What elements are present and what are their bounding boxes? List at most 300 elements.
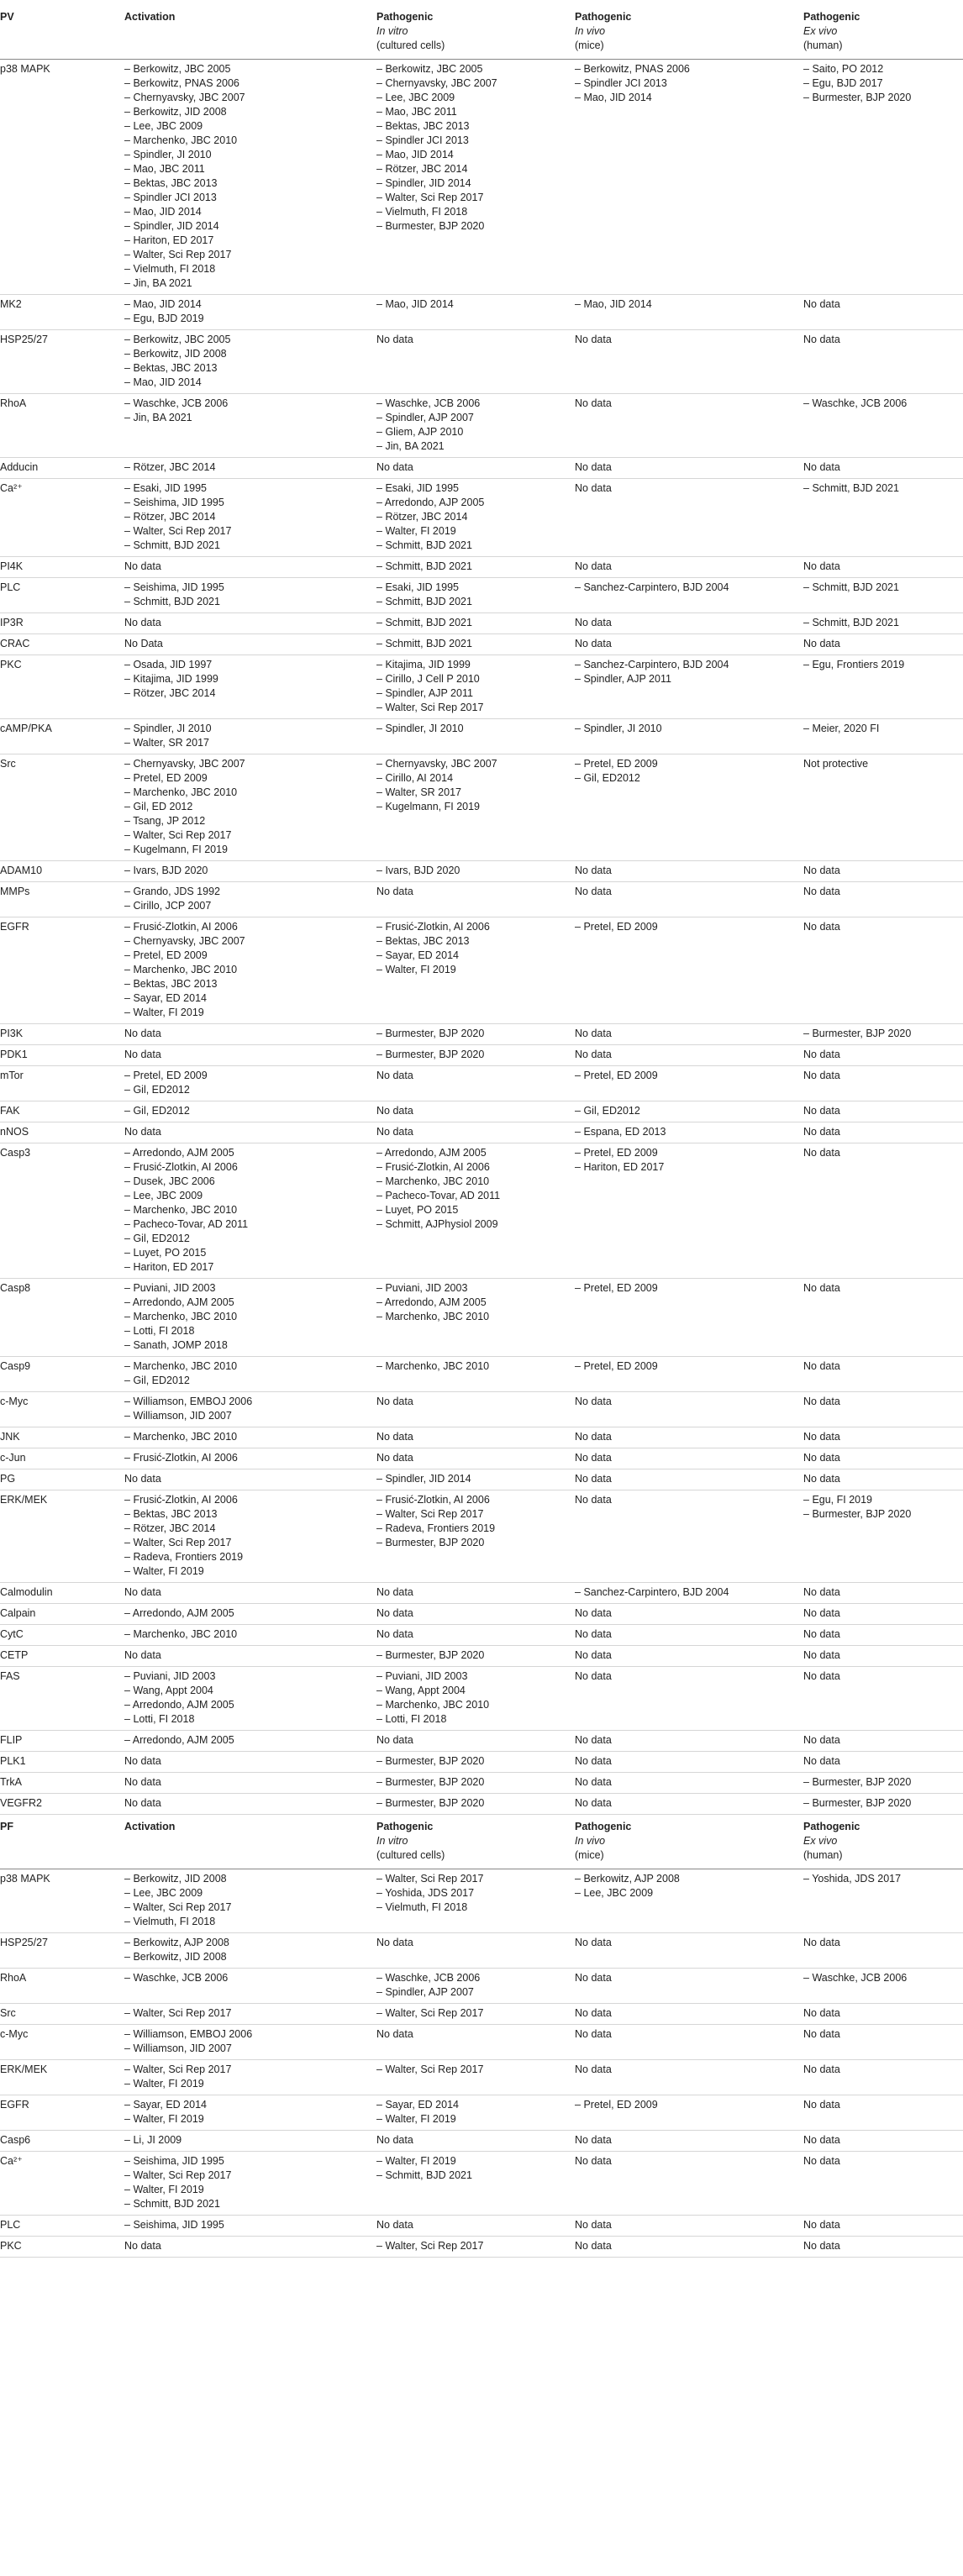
ex-vivo-cell [803, 1490, 963, 1583]
in-vivo-cell [575, 634, 803, 655]
table-row [0, 655, 963, 719]
citation: – Pacheco-Tovar, AD 2011 [124, 1217, 370, 1232]
signaling-molecule: RhoA [0, 397, 27, 409]
no-data-text: No data [376, 334, 413, 345]
citation: – Hariton, ED 2017 [124, 234, 370, 248]
no-data-text: No data [575, 1628, 612, 1640]
in-vitro-cell [376, 1731, 575, 1752]
citation: – Walter, Sci Rep 2017 [376, 1507, 568, 1522]
citation: – Walter, Sci Rep 2017 [124, 828, 370, 843]
citation: – Waschke, JCB 2006 [376, 1971, 568, 1985]
citation: – Frusić-Zlotkin, AI 2006 [376, 1493, 568, 1507]
citation: – Berkowitz, JID 2008 [124, 1950, 370, 1964]
header-ex-vivo-title: Pathogenic [803, 1821, 860, 1832]
citation: – Lotti, FI 2018 [376, 1712, 568, 1727]
citation: – Chernyavsky, JBC 2007 [376, 757, 568, 771]
no-data-text: No data [575, 1972, 612, 1984]
header-ex-vivo-subtitle: Ex vivo [803, 25, 838, 37]
signaling-molecule: PG [0, 1473, 16, 1485]
citation: – Walter, Sci Rep 2017 [376, 2006, 568, 2021]
citation: – Walter, SR 2017 [376, 786, 568, 800]
in-vivo-cell [575, 2060, 803, 2095]
citation: – Gliem, AJP 2010 [376, 425, 568, 439]
citation: – Walter, FI 2019 [124, 2077, 370, 2091]
no-data-text: No data [575, 1431, 612, 1443]
ex-vivo-cell [803, 655, 963, 719]
no-data-text: No data [803, 1755, 840, 1767]
in-vitro-cell [376, 2095, 575, 2131]
signaling-molecule: Src [0, 2007, 16, 2019]
activation-cell [124, 917, 376, 1024]
citation: – Williamson, JID 2007 [124, 2042, 370, 2056]
section-header-pf [0, 1815, 963, 1869]
no-data-text: No data [376, 1126, 413, 1138]
header-in-vitro-title: Pathogenic [376, 1821, 434, 1832]
table-row [0, 1143, 963, 1279]
ex-vivo-cell [803, 1773, 963, 1794]
no-data-text: No data [803, 1628, 840, 1640]
in-vivo-cell [575, 2237, 803, 2258]
table-row [0, 634, 963, 655]
signaling-molecule: PKC [0, 2240, 22, 2252]
no-data-text: No data [376, 1586, 413, 1598]
table-row [0, 458, 963, 479]
no-data-text: No data [575, 1607, 612, 1619]
citation: – Spindler, JID 2014 [376, 1472, 568, 1486]
citation: – Chernyavsky, JBC 2007 [124, 934, 370, 949]
citation: – Rötzer, JBC 2014 [124, 460, 370, 475]
no-data-text: No data [575, 1670, 612, 1682]
no-data-text: No data [803, 1670, 840, 1682]
activation-cell [124, 1122, 376, 1143]
ex-vivo-cell [803, 2131, 963, 2152]
in-vivo-cell [575, 1646, 803, 1667]
signaling-molecule: FLIP [0, 1734, 23, 1746]
in-vitro-cell [376, 1604, 575, 1625]
ex-vivo-cell [803, 1604, 963, 1625]
no-data-text: No data [124, 1776, 161, 1788]
in-vivo-cell [575, 1731, 803, 1752]
citation: – Marchenko, JBC 2010 [124, 963, 370, 977]
citation: – Kitajima, JID 1999 [376, 658, 568, 672]
citation: – Gil, ED2012 [575, 1104, 797, 1118]
table-row [0, 2216, 963, 2237]
header-in-vitro [376, 1815, 575, 1869]
citation: – Waschke, JCB 2006 [803, 397, 956, 411]
ex-vivo-cell [803, 1752, 963, 1773]
no-data-text: No data [803, 2063, 840, 2075]
citation: – Berkowitz, JBC 2005 [124, 62, 370, 76]
citation: – Egu, Frontiers 2019 [803, 658, 956, 672]
table-row [0, 1024, 963, 1045]
in-vivo-cell [575, 1045, 803, 1066]
citation: – Esaki, JID 1995 [124, 481, 370, 496]
no-data-text: No data [376, 1607, 413, 1619]
in-vivo-cell [575, 1357, 803, 1392]
citation: – Schmitt, BJD 2021 [376, 560, 568, 574]
citation: – Marchenko, JBC 2010 [376, 1310, 568, 1324]
no-data-text: No data [575, 1473, 612, 1485]
no-data-text: No data [376, 1070, 413, 1081]
table-row [0, 1969, 963, 2004]
in-vitro-cell [376, 1122, 575, 1143]
citation: – Spindler, JID 2014 [124, 219, 370, 234]
in-vitro-cell [376, 1469, 575, 1490]
no-data-text: No data [803, 2240, 840, 2252]
signaling-molecule: mTor [0, 1070, 24, 1081]
citation: – Lee, JBC 2009 [124, 1189, 370, 1203]
citation: – Pacheco-Tovar, AD 2011 [376, 1189, 568, 1203]
activation-cell [124, 754, 376, 861]
activation-cell [124, 295, 376, 330]
table-row [0, 60, 963, 295]
citation: – Pretel, ED 2009 [575, 1281, 797, 1296]
activation-cell [124, 1969, 376, 2004]
no-data-text: No data [376, 1937, 413, 1948]
citation: – Rötzer, JBC 2014 [376, 162, 568, 176]
in-vivo-cell [575, 1604, 803, 1625]
citation: – Walter, Sci Rep 2017 [124, 1900, 370, 1915]
citation: – Walter, FI 2019 [376, 2154, 568, 2169]
citation: – Pretel, ED 2009 [124, 1069, 370, 1083]
in-vitro-cell [376, 1427, 575, 1448]
citation: – Mao, JID 2014 [124, 205, 370, 219]
ex-vivo-cell [803, 719, 963, 754]
table-row [0, 1625, 963, 1646]
citation: – Schmitt, BJD 2021 [803, 616, 956, 630]
citation: – Walter, Sci Rep 2017 [376, 1872, 568, 1886]
signaling-molecule: Src [0, 758, 16, 770]
citation: – Burmester, BJP 2020 [376, 1796, 568, 1811]
in-vitro-cell [376, 1045, 575, 1066]
citation: – Schmitt, BJD 2021 [376, 595, 568, 609]
citation: – Schmitt, BJD 2021 [376, 2169, 568, 2183]
in-vitro-cell [376, 1583, 575, 1604]
activation-cell [124, 2131, 376, 2152]
no-data-text: No data [803, 2007, 840, 2019]
signaling-molecule: FAS [0, 1670, 20, 1682]
citation: – Yoshida, JDS 2017 [376, 1886, 568, 1900]
no-data-text: No data [124, 1028, 161, 1039]
citation: – Williamson, EMBOJ 2006 [124, 2027, 370, 2042]
in-vivo-cell [575, 295, 803, 330]
in-vivo-cell [575, 2025, 803, 2060]
in-vivo-cell [575, 1667, 803, 1731]
citation: – Sayar, ED 2014 [376, 2098, 568, 2112]
citation: – Schmitt, BJD 2021 [124, 539, 370, 553]
table-row [0, 330, 963, 394]
citation: – Pretel, ED 2009 [575, 757, 797, 771]
in-vitro-cell [376, 1490, 575, 1583]
in-vitro-cell [376, 1869, 575, 1933]
no-data-text: No data [376, 1734, 413, 1746]
activation-cell [124, 1101, 376, 1122]
in-vitro-cell [376, 1101, 575, 1122]
header-row [0, 1815, 963, 1869]
no-data-text: No data [803, 1147, 840, 1159]
citation: – Waschke, JCB 2006 [124, 397, 370, 411]
ex-vivo-cell [803, 1427, 963, 1448]
in-vivo-cell [575, 1490, 803, 1583]
ex-vivo-cell [803, 1101, 963, 1122]
ex-vivo-cell [803, 1667, 963, 1731]
in-vivo-cell [575, 1101, 803, 1122]
activation-cell [124, 1143, 376, 1279]
in-vitro-cell [376, 479, 575, 557]
header-group-title: PV [0, 11, 14, 23]
no-data-text: No data [803, 865, 840, 876]
no-data-text: No data [575, 397, 612, 409]
in-vitro-cell [376, 2216, 575, 2237]
signaling-molecule: ERK/MEK [0, 2063, 48, 2075]
in-vitro-cell [376, 861, 575, 882]
in-vivo-cell [575, 2216, 803, 2237]
signaling-molecule: cAMP/PKA [0, 723, 52, 734]
header-in-vivo-title: Pathogenic [575, 11, 632, 23]
ex-vivo-cell [803, 330, 963, 394]
header-group [0, 1815, 124, 1869]
in-vitro-cell [376, 557, 575, 578]
table-row [0, 1794, 963, 1815]
table-row [0, 1604, 963, 1625]
signaling-molecule: Adducin [0, 461, 39, 473]
citation: – Walter, FI 2019 [124, 1564, 370, 1579]
ex-vivo-cell [803, 2237, 963, 2258]
citation: – Spindler, JID 2014 [376, 176, 568, 191]
activation-cell [124, 1794, 376, 1815]
citation: – Hariton, ED 2017 [575, 1160, 797, 1175]
citation: – Berkowitz, AJP 2008 [575, 1872, 797, 1886]
header-in-vitro [376, 5, 575, 60]
activation-cell [124, 1604, 376, 1625]
citation: – Arredondo, AJM 2005 [376, 1296, 568, 1310]
citation: – Bektas, JBC 2013 [376, 119, 568, 134]
no-data-text: No data [575, 2063, 612, 2075]
ex-vivo-cell [803, 1045, 963, 1066]
citation: – Berkowitz, PNAS 2006 [124, 76, 370, 91]
activation-cell [124, 882, 376, 917]
header-in-vivo-title: Pathogenic [575, 1821, 632, 1832]
signaling-molecule: EGFR [0, 921, 29, 933]
no-data-text: No data [575, 2240, 612, 2252]
citation: – Gil, ED2012 [124, 1374, 370, 1388]
citation: – Spindler, AJP 2011 [575, 672, 797, 686]
no-data-text: No data [803, 1452, 840, 1464]
citation: – Schmitt, AJPhysiol 2009 [376, 1217, 568, 1232]
no-data-text: No data [575, 2219, 612, 2231]
ex-vivo-cell [803, 458, 963, 479]
no-data-text: No data [803, 638, 840, 649]
header-ex-vivo [803, 5, 963, 60]
ex-vivo-cell [803, 479, 963, 557]
no-data-text: No data [124, 2240, 161, 2252]
signaling-molecule: PKC [0, 659, 22, 670]
table-row [0, 1357, 963, 1392]
citation: – Marchenko, JBC 2010 [376, 1175, 568, 1189]
header-in-vivo-subtitle: In vivo [575, 1835, 606, 1847]
citation: – Marchenko, JBC 2010 [124, 1430, 370, 1444]
activation-cell [124, 1869, 376, 1933]
no-data-text: No data [575, 638, 612, 649]
citation: – Spindler JCI 2013 [575, 76, 797, 91]
in-vivo-cell [575, 1122, 803, 1143]
signaling-molecule: HSP25/27 [0, 1937, 48, 1948]
citation: – Waschke, JCB 2006 [124, 1971, 370, 1985]
ex-vivo-cell [803, 1357, 963, 1392]
citation: – Pretel, ED 2009 [575, 2098, 797, 2112]
no-data-text: No data [575, 334, 612, 345]
citation: – Sanchez-Carpintero, BJD 2004 [575, 658, 797, 672]
citation: – Marchenko, JBC 2010 [124, 1627, 370, 1642]
citation: – Spindler, AJP 2011 [376, 686, 568, 701]
no-data-text: Not protective [803, 758, 869, 770]
in-vivo-cell [575, 1066, 803, 1101]
in-vivo-cell [575, 479, 803, 557]
citation: – Mao, JID 2014 [376, 148, 568, 162]
ex-vivo-cell [803, 754, 963, 861]
citation: – Frusić-Zlotkin, AI 2006 [124, 1160, 370, 1175]
activation-cell [124, 655, 376, 719]
citation: – Pretel, ED 2009 [575, 1069, 797, 1083]
activation-cell [124, 479, 376, 557]
no-data-text: No data [803, 1473, 840, 1485]
table-row [0, 1122, 963, 1143]
in-vitro-cell [376, 1933, 575, 1969]
signaling-molecule: Casp9 [0, 1360, 31, 1372]
signaling-molecule: PI4K [0, 560, 24, 572]
table-row [0, 295, 963, 330]
signaling-molecule: c-Myc [0, 1396, 29, 1407]
signaling-molecule: Calpain [0, 1607, 36, 1619]
in-vitro-cell [376, 1625, 575, 1646]
in-vitro-cell [376, 634, 575, 655]
activation-cell [124, 1279, 376, 1357]
no-data-text: No data [575, 1797, 612, 1809]
table-row [0, 1667, 963, 1731]
citation: – Marchenko, JBC 2010 [124, 1359, 370, 1374]
citation: – Mao, JBC 2011 [376, 105, 568, 119]
citation: – Arredondo, AJM 2005 [124, 1733, 370, 1748]
in-vivo-cell [575, 1427, 803, 1448]
citation: – Cirillo, JCP 2007 [124, 899, 370, 913]
table-row [0, 1101, 963, 1122]
citation: – Schmitt, BJD 2021 [803, 581, 956, 595]
in-vivo-cell [575, 1143, 803, 1279]
table-row [0, 2004, 963, 2025]
ex-vivo-cell [803, 613, 963, 634]
ex-vivo-cell [803, 1143, 963, 1279]
no-data-text: No data [803, 1360, 840, 1372]
citation: – Spindler, JI 2010 [376, 722, 568, 736]
citation: – Walter, Sci Rep 2017 [124, 524, 370, 539]
activation-cell [124, 1469, 376, 1490]
citation: – Jin, BA 2021 [376, 439, 568, 454]
citation: – Radeva, Frontiers 2019 [124, 1550, 370, 1564]
ex-vivo-cell [803, 1066, 963, 1101]
table-row [0, 1066, 963, 1101]
activation-cell [124, 1773, 376, 1794]
activation-cell [124, 1667, 376, 1731]
table-row [0, 1427, 963, 1448]
citation: – Egu, FI 2019 [803, 1493, 956, 1507]
table-row [0, 2237, 963, 2258]
no-data-text: No data [575, 1755, 612, 1767]
ex-vivo-cell [803, 2025, 963, 2060]
citation: – Seishima, JID 1995 [124, 496, 370, 510]
citation: – Puviani, JID 2003 [376, 1281, 568, 1296]
citation: – Li, JI 2009 [124, 2133, 370, 2148]
no-data-text: No data [376, 1452, 413, 1464]
header-in-vivo-subtitle: In vivo [575, 25, 606, 37]
no-data-text: No data [803, 1070, 840, 1081]
table-row [0, 861, 963, 882]
no-data-text: No data [124, 617, 161, 628]
activation-cell [124, 578, 376, 613]
table-row [0, 578, 963, 613]
signaling-molecule: Casp6 [0, 2134, 31, 2146]
ex-vivo-cell [803, 1794, 963, 1815]
citation: – Mao, JID 2014 [575, 297, 797, 312]
no-data-text: No data [803, 1049, 840, 1060]
no-data-text: No data [803, 2155, 840, 2167]
citation: – Spindler, JI 2010 [124, 148, 370, 162]
citation: – Frusić-Zlotkin, AI 2006 [376, 920, 568, 934]
activation-cell [124, 1933, 376, 1969]
citation: – Berkowitz, JID 2008 [124, 347, 370, 361]
signaling-molecule: PLC [0, 581, 21, 593]
no-data-text: No data [376, 461, 413, 473]
section-body-pv [0, 60, 963, 1815]
citation: – Walter, Sci Rep 2017 [124, 248, 370, 262]
citation: – Walter, FI 2019 [376, 963, 568, 977]
citation: – Pretel, ED 2009 [124, 949, 370, 963]
citation: – Marchenko, JBC 2010 [376, 1359, 568, 1374]
citation: – Ivars, BJD 2020 [124, 864, 370, 878]
citation: – Vielmuth, FI 2018 [376, 205, 568, 219]
no-data-text: No data [376, 1396, 413, 1407]
citation: – Lee, JBC 2009 [124, 119, 370, 134]
header-ex-vivo [803, 1815, 963, 1869]
signaling-molecule: ADAM10 [0, 865, 43, 876]
table-row [0, 1869, 963, 1933]
citation: – Burmester, BJP 2020 [376, 1648, 568, 1663]
ex-vivo-cell [803, 1392, 963, 1427]
in-vivo-cell [575, 1625, 803, 1646]
signaling-molecule: Calmodulin [0, 1586, 53, 1598]
table-row [0, 557, 963, 578]
table-row [0, 882, 963, 917]
citation: – Rötzer, JBC 2014 [124, 510, 370, 524]
activation-cell [124, 330, 376, 394]
ex-vivo-cell [803, 917, 963, 1024]
no-data-text: No data [575, 1776, 612, 1788]
ex-vivo-cell [803, 882, 963, 917]
citation: – Burmester, BJP 2020 [376, 1754, 568, 1769]
in-vivo-cell [575, 2004, 803, 2025]
citation: – Rötzer, JBC 2014 [124, 1522, 370, 1536]
activation-cell [124, 2095, 376, 2131]
in-vivo-cell [575, 1469, 803, 1490]
in-vitro-cell [376, 1969, 575, 2004]
citation: – Lotti, FI 2018 [124, 1712, 370, 1727]
citation: – Walter, Sci Rep 2017 [124, 2169, 370, 2183]
citation: – Berkowitz, JBC 2005 [376, 62, 568, 76]
citation: – Seishima, JID 1995 [124, 2218, 370, 2232]
header-row [0, 5, 963, 60]
activation-cell [124, 2025, 376, 2060]
activation-cell [124, 1583, 376, 1604]
in-vitro-cell [376, 1646, 575, 1667]
